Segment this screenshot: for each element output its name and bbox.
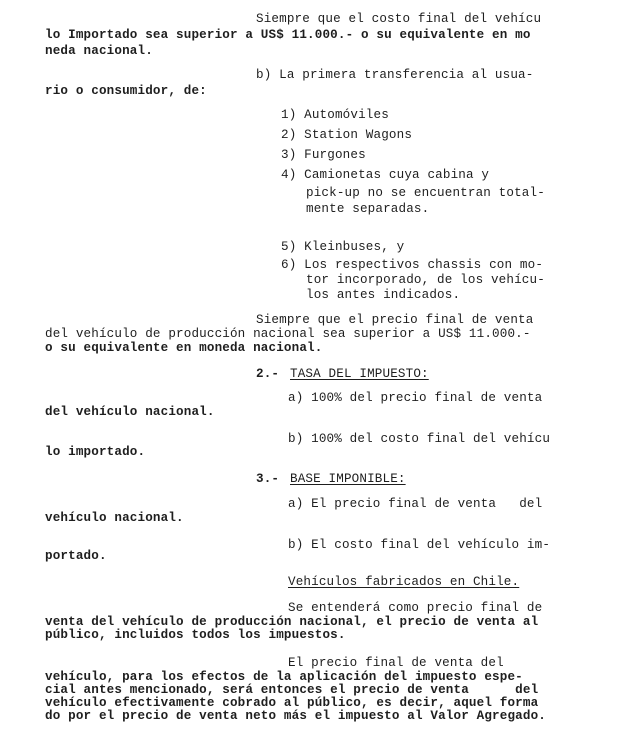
list-item: 3) Furgones [281, 148, 366, 162]
text-line: rio o consumidor, de: [45, 84, 207, 98]
list-item: 2) Station Wagons [281, 128, 413, 142]
text-line: a) El precio final de venta del [288, 497, 543, 511]
text-line: público, incluidos todos los impuestos. [45, 628, 346, 642]
list-item: los antes indicados. [306, 288, 461, 302]
text-line: b) 100% del costo final del vehícu [288, 432, 551, 446]
text-line: a) 100% del precio final de venta [288, 391, 543, 405]
section-heading: BASE IMPONIBLE: [290, 472, 406, 486]
text-line: b) La primera transferencia al usua- [256, 68, 534, 82]
text-line: vehículo efectivamente cobrado al público, es decir, aquel forma [45, 696, 539, 710]
section-number: 3.- [256, 472, 280, 486]
text-line: b) El costo final del vehículo im- [288, 538, 551, 552]
section-heading: TASA DEL IMPUESTO: [290, 367, 429, 381]
section-number: 2.- [256, 367, 280, 381]
list-item: 4) Camionetas cuya cabina y [281, 168, 490, 182]
text-line: lo importado. [45, 445, 146, 459]
text-line: o su equivalente en moneda nacional. [45, 341, 323, 355]
list-item: 1) Automóviles [281, 108, 389, 122]
text-line: vehículo nacional. [45, 511, 184, 525]
list-item: 5) Kleinbuses, y [281, 240, 405, 254]
text-line: vehículo, para los efectos de la aplicación del impuesto espe- [45, 670, 523, 684]
text-line: portado. [45, 549, 107, 563]
text-line: El precio final de venta del [288, 656, 504, 670]
text-line: cial antes mencionado, será entonces el precio de venta del [45, 683, 539, 697]
text-line: venta del vehículo de producción nacional, el precio de venta al [45, 615, 539, 629]
subsection-heading: Vehículos fabricados en Chile. [288, 575, 520, 589]
text-line: Siempre que el costo final del vehícu [256, 12, 542, 26]
list-item: mente separadas. [306, 202, 430, 216]
text-line: Se entenderá como precio final de [288, 601, 543, 615]
text-line: neda nacional. [45, 44, 153, 58]
text-line: del vehículo de producción nacional sea superior a US$ 11.000.- [45, 327, 531, 341]
text-line: Siempre que el precio final de venta [256, 313, 534, 327]
text-line: del vehículo nacional. [45, 405, 215, 419]
list-item: tor incorporado, de los vehícu- [306, 273, 545, 287]
list-item: pick-up no se encuentran total- [306, 186, 545, 200]
text-line: lo Importado sea superior a US$ 11.000.- o su equivalente en mo [45, 28, 531, 42]
list-item: 6) Los respectivos chassis con mo- [281, 258, 544, 272]
text-line: do por el precio de venta neto más el impuesto al Valor Agregado. [45, 709, 546, 723]
